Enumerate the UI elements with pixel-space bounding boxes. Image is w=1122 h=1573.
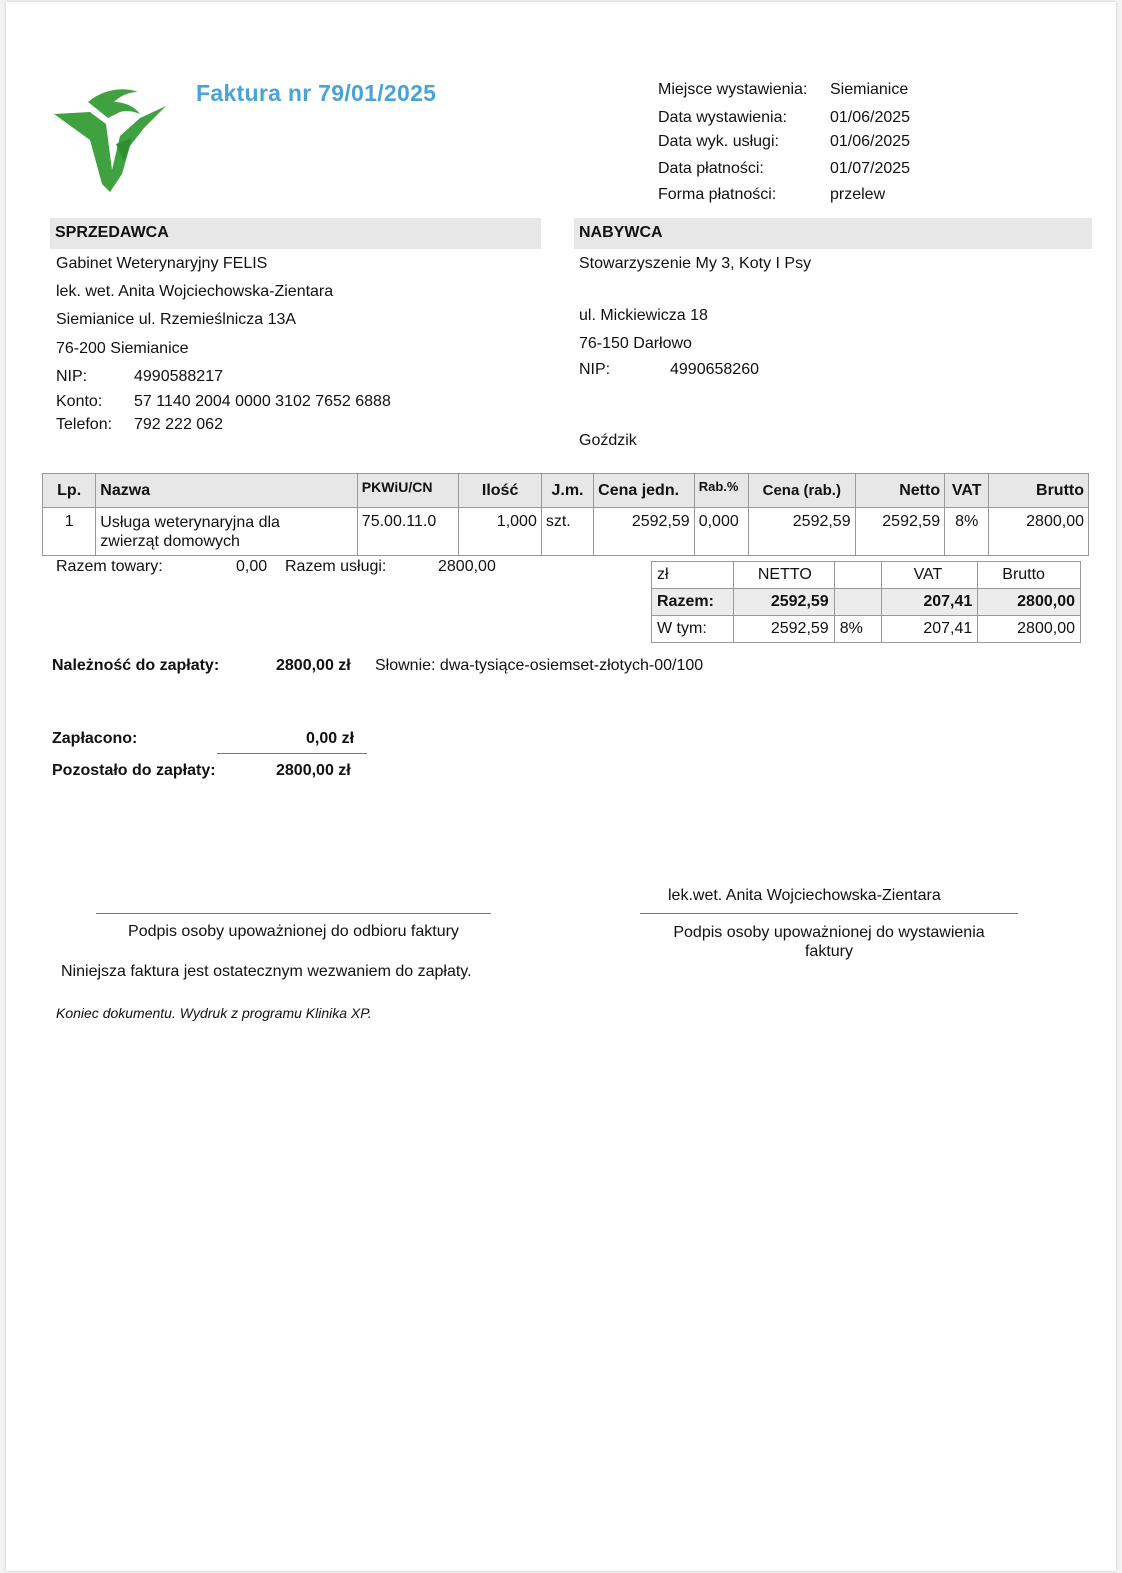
seller-nip: 4990588217 (134, 368, 223, 385)
remaining-amount: 2800,00 zł (276, 762, 351, 779)
seller-name: Gabinet Weterynaryjny FELIS (56, 255, 268, 272)
table-row (43, 508, 1089, 556)
item-unit: szt. (541, 508, 593, 556)
summary-breakdown-label: W tym: (652, 616, 734, 643)
col-lp: Lp. (43, 474, 96, 508)
invoice-title: Faktura nr 79/01/2025 (196, 80, 437, 106)
clinic-logo (50, 84, 174, 196)
buyer-note: Goździk (579, 432, 637, 449)
col-pkwiu: PKWiU/CN (357, 474, 459, 508)
meta-label-service-date: Data wyk. usługi: (658, 133, 779, 150)
buyer-street: ul. Mickiewicza 18 (579, 307, 708, 324)
meta-label-issue-date: Data wystawienia: (658, 109, 787, 126)
item-vat: 8% (945, 508, 989, 556)
summary-total-rate (834, 589, 881, 616)
razem-uslugi-value: 2800,00 (438, 558, 496, 575)
summary-header-vat: VAT (881, 562, 978, 589)
col-unit: J.m. (541, 474, 593, 508)
issuer-name: lek.wet. Anita Wojciechowska-Zientara (668, 887, 941, 904)
document-footer: Koniec dokumentu. Wydruk z programu Klinika XP. (56, 1005, 372, 1021)
seller-nip-label: NIP: (56, 368, 88, 385)
buyer-header: NABYWCA (574, 218, 1092, 249)
vat-summary-table (651, 561, 1081, 643)
razem-towary-label: Razem towary: (56, 558, 163, 575)
summary-breakdown-vat: 207,41 (881, 616, 978, 643)
seller-account: 57 1140 2004 0000 3102 7652 6888 (134, 393, 391, 410)
col-name: Nazwa (96, 474, 358, 508)
paid-label: Zapłacono: (52, 730, 138, 747)
summary-total-row (652, 589, 1081, 616)
remaining-label: Pozostało do zapłaty: (52, 762, 216, 779)
summary-total-vat: 207,41 (881, 589, 978, 616)
item-pkwiu: 75.00.11.0 (357, 508, 459, 556)
issuer-signature-caption: Podpis osoby upoważnionej do wystawienia faktury (673, 924, 985, 960)
paid-underline (217, 753, 367, 754)
col-qty: Ilość (459, 474, 541, 508)
final-notice: Niniejsza faktura jest ostatecznym wezwaniem do zapłaty. (61, 963, 472, 980)
col-net: Netto (855, 474, 945, 508)
due-words: Słownie: dwa-tysiące-osiemset-złotych-00/100 (375, 657, 704, 674)
seller-phone: 792 222 062 (134, 416, 223, 433)
summary-header-row (652, 562, 1081, 589)
item-price-disc: 2592,59 (749, 508, 856, 556)
seller-street: Siemianice ul. Rzemieślnicza 13A (56, 311, 297, 328)
meta-value-payment-form: przelew (830, 186, 886, 203)
seller-phone-label: Telefon: (56, 416, 113, 433)
due-label: Należność do zapłaty: (52, 657, 220, 674)
summary-breakdown-net: 2592,59 (733, 616, 834, 643)
items-table (42, 473, 1089, 556)
meta-value-service-date: 01/06/2025 (830, 133, 911, 150)
meta-value-issue-date: 01/06/2025 (830, 109, 911, 126)
item-discount: 0,000 (694, 508, 748, 556)
buyer-nip-label: NIP: (579, 361, 611, 378)
summary-header-rate (834, 562, 881, 589)
summary-total-net: 2592,59 (733, 589, 834, 616)
col-price-disc: Cena (rab.) (749, 474, 856, 508)
col-vat: VAT (945, 474, 989, 508)
col-discount: Rab.% (694, 474, 748, 508)
seller-city: 76-200 Siemianice (56, 340, 189, 357)
meta-label-place: Miejsce wystawienia: (658, 81, 808, 98)
summary-total-gross: 2800,00 (978, 589, 1081, 616)
paid-amount: 0,00 zł (306, 730, 355, 747)
razem-uslugi-label: Razem usługi: (285, 558, 387, 575)
receiver-signature-line (96, 913, 491, 914)
summary-breakdown-row (652, 616, 1081, 643)
item-name: Usługa weterynaryjna dla zwierząt domowych (96, 508, 358, 556)
summary-total-label: Razem: (652, 589, 734, 616)
meta-value-payment-date: 01/07/2025 (830, 160, 911, 177)
item-qty: 1,000 (459, 508, 541, 556)
summary-header-gross: Brutto (978, 562, 1081, 589)
razem-towary-value: 0,00 (236, 558, 268, 575)
col-price: Cena jedn. (594, 474, 695, 508)
buyer-city: 76-150 Darłowo (579, 335, 692, 352)
meta-label-payment-date: Data płatności: (658, 160, 764, 177)
col-gross: Brutto (989, 474, 1089, 508)
item-lp: 1 (43, 508, 96, 556)
item-gross: 2800,00 (989, 508, 1089, 556)
invoice-page (6, 2, 1116, 1571)
buyer-name: Stowarzyszenie My 3, Koty I Psy (579, 255, 812, 272)
item-price: 2592,59 (594, 508, 695, 556)
summary-header-currency: zł (652, 562, 734, 589)
summary-breakdown-rate: 8% (834, 616, 881, 643)
seller-header: SPRZEDAWCA (50, 218, 541, 249)
item-net: 2592,59 (855, 508, 945, 556)
items-header-row (43, 474, 1089, 508)
summary-header-net: NETTO (733, 562, 834, 589)
summary-breakdown-gross: 2800,00 (978, 616, 1081, 643)
issuer-signature-line (640, 913, 1018, 914)
buyer-nip: 4990658260 (670, 361, 759, 378)
seller-account-label: Konto: (56, 393, 103, 410)
meta-value-place: Siemianice (830, 81, 909, 98)
due-amount: 2800,00 zł (276, 657, 351, 674)
seller-person: lek. wet. Anita Wojciechowska-Zientara (56, 283, 334, 300)
receiver-signature-caption: Podpis osoby upoważnionej do odbioru faktury (128, 923, 459, 940)
meta-label-payment-form: Forma płatności: (658, 186, 777, 203)
